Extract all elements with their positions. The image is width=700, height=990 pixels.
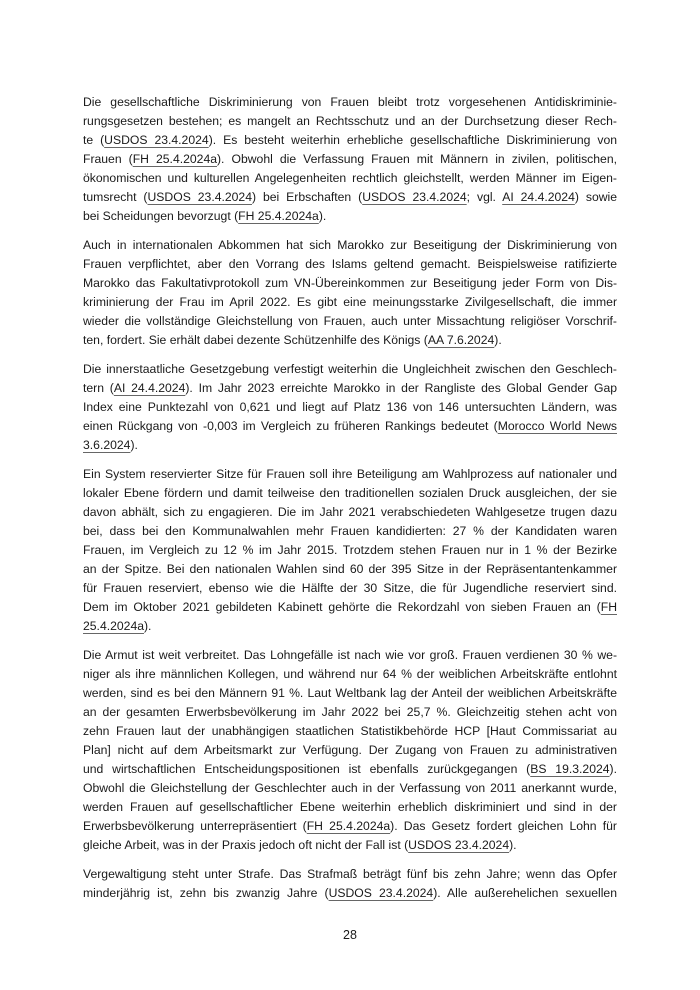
text-line — [83, 465, 617, 484]
text-line — [83, 398, 617, 417]
text-line — [83, 646, 617, 665]
text-line — [83, 836, 617, 855]
text-line — [83, 798, 617, 817]
text-segment: tumsrecht ( — [83, 190, 148, 204]
text-segment: minderjährig ist, zehn bis zwanzig Jahre ( — [83, 886, 329, 900]
text-segment: tern ( — [83, 381, 114, 395]
text-segment: werden, sind es bei den Männern 91 %. Laut Weltbank lag der Anteil der weiblichen Arbeitskräfte — [83, 686, 617, 700]
text-segment: für Frauen reserviert, ebenso wie die Hälfte der 30 Sitze, die für Jugendliche reserviert sind. — [83, 581, 617, 595]
text-segment: und wirtschaftlichen Entscheidungspositionen ist ebenfalls zurückgegangen ( — [83, 762, 531, 776]
text-segment: Frauen ( — [83, 152, 133, 166]
text-segment: niger als ihre männlichen Kollegen, und während nur 64 % der weiblichen Arbeitskräfte entlohnt — [83, 667, 617, 681]
text-segment: ). — [318, 209, 327, 223]
text-line — [83, 236, 617, 255]
text-line — [83, 760, 617, 779]
paragraph — [83, 93, 617, 226]
text-line — [83, 579, 617, 598]
text-segment: ). — [130, 438, 138, 452]
text-line — [83, 255, 617, 274]
text-segment: Frauen, im Vergleich zu 12 % im Jahr 2015. Trotzdem stehen Frauen nur in 1 % der Bezirke — [83, 543, 617, 557]
text-segment: Obwohl die Gleichstellung der Geschlechter auch in der Verfassung von 2011 anerkannt wurde, — [83, 781, 617, 795]
text-line — [83, 684, 617, 703]
text-segment: Plan] nicht auf dem Arbeitsmarkt zur Verfügung. Der Zugang von Frauen zu administrativen — [83, 743, 617, 757]
text-line — [83, 741, 617, 760]
source-citation-link[interactable]: 3.6.2024 — [83, 438, 131, 452]
source-citation-link[interactable]: 25.4.2024a — [83, 619, 144, 633]
text-line — [83, 150, 617, 169]
source-citation-link[interactable]: USDOS 23.4.2024 — [408, 838, 510, 852]
text-line — [83, 865, 617, 884]
text-line — [83, 598, 617, 617]
text-line — [83, 541, 617, 560]
text-line — [83, 360, 617, 379]
document-body — [83, 93, 617, 913]
source-citation-link[interactable]: AI 24.4.2024 — [502, 190, 575, 204]
text-segment: ). Das Gesetz fordert gleichen Lohn für — [390, 819, 617, 833]
text-segment: werden Frauen auf gesellschaftlicher Ebene weiterhin erheblich diskriminiert und sind in der — [83, 800, 617, 814]
source-citation-link[interactable]: USDOS 23.4.2024 — [362, 190, 467, 204]
text-segment: bei Scheidungen bevorzugt ( — [83, 209, 239, 223]
source-citation-link[interactable]: FH 25.4.2024a — [132, 152, 217, 166]
source-citation-link[interactable]: USDOS 23.4.2024 — [147, 190, 252, 204]
text-segment: Marokko das Fakultativprotokoll zum VN-Übereinkommen zur Beseitigung jeder Form von Dis- — [83, 276, 617, 290]
text-segment: davon abhält, sich zu engagieren. Die im Jahr 2021 verabschiedeten Wahlgesetze trugen dazu — [83, 505, 617, 519]
text-line — [83, 379, 617, 398]
text-segment: ) sowie — [574, 190, 618, 204]
text-segment: ) bei Erbschaften ( — [251, 190, 363, 204]
text-segment: ; vgl. — [466, 190, 503, 204]
text-segment: gleiche Arbeit, was in der Praxis jedoch oft nicht der Fall ist ( — [83, 838, 409, 852]
text-line — [83, 436, 617, 455]
source-citation-link[interactable]: USDOS 23.4.2024 — [104, 133, 209, 147]
text-segment: Auch in internationalen Abkommen hat sich Marokko zur Beseitigung der Diskriminierung von — [83, 238, 617, 252]
text-segment: ten, fordert. Sie erhält dabei dezente Schützenhilfe des Königs ( — [83, 333, 428, 347]
text-segment: Die innerstaatliche Gesetzgebung verfestigt weiterhin die Ungleichheit zwischen den Geschlech- — [83, 362, 617, 376]
text-segment: an der Spitze. Bei den nationalen Wahlen sind 60 der 395 Sitze in der Repräsentantenkammer — [83, 562, 617, 576]
text-segment: ). — [494, 333, 502, 347]
text-line — [83, 665, 617, 684]
source-citation-link[interactable]: AI 24.4.2024 — [113, 381, 186, 395]
text-segment: an der gesamten Erwerbsbevölkerung im Jahr 2022 bei 25,7 %. Gleichzeitig stehen acht von — [83, 705, 617, 719]
text-line — [83, 169, 617, 188]
source-citation-link[interactable]: FH 25.4.2024a — [238, 209, 319, 223]
paragraph — [83, 865, 617, 903]
text-segment: bei, dass bei den Kommunalwahlen mehr Frauen kandidierten: 27 % der Kandidaten waren — [83, 524, 617, 538]
text-line — [83, 817, 617, 836]
text-segment: zehn Frauen laut der unabhängigen staatlichen Statistikbehörde HCP [Haut Commissariat au — [83, 724, 617, 738]
text-line — [83, 417, 617, 436]
text-line — [83, 331, 617, 350]
source-citation-link[interactable]: BS 19.3.2024 — [530, 762, 610, 776]
text-segment: Ein System reservierter Sitze für Frauen soll ihre Beteiligung am Wahlprozess auf nationaler und — [83, 467, 617, 481]
text-line — [83, 274, 617, 293]
text-line — [83, 93, 617, 112]
text-line — [83, 522, 617, 541]
text-segment: ). Es besteht weiterhin erhebliche gesellschaftliche Diskriminierung von — [208, 133, 618, 147]
source-citation-link[interactable]: Morocco World News — [497, 419, 617, 433]
text-segment: kriminierung der Frau im April 2022. Es gibt eine meinungsstarke Zivilgesellschaft, die immer — [83, 295, 617, 309]
text-line — [83, 884, 617, 903]
text-segment: Vergewaltigung steht unter Strafe. Das Strafmaß beträgt fünf bis zehn Jahre; wenn das Opfer — [83, 867, 617, 881]
text-segment: Index eine Punktezahl von 0,621 und liegt auf Platz 136 von 146 untersuchten Ländern, was — [83, 400, 617, 414]
text-segment: Die gesellschaftliche Diskriminierung von Frauen bleibt trotz vorgesehenen Antidiskriminie- — [83, 95, 617, 109]
text-line — [83, 312, 617, 331]
text-segment: Die Armut ist weit verbreitet. Das Lohngefälle ist nach wie vor groß. Frauen verdienen 30 % we- — [83, 648, 617, 662]
text-segment: lokaler Ebene fördern und damit teilweise den traditionellen sozialen Druck ausgleichen, der sie — [83, 486, 617, 500]
text-segment: rungsgesetzen bestehen; es mangelt an Rechtsschutz und an der Durchsetzung dieser Rech- — [83, 114, 617, 128]
source-citation-link[interactable]: FH — [600, 600, 617, 614]
text-line — [83, 112, 617, 131]
text-line — [83, 484, 617, 503]
text-line — [83, 188, 617, 207]
text-line — [83, 503, 617, 522]
text-segment: wieder die vollständige Gleichstellung von Frauen, auch unter Missachtung religiöser Vorschrif- — [83, 314, 617, 328]
text-segment: einen Rückgang von -0,003 im Vergleich zu früheren Rankings bedeutet ( — [83, 419, 498, 433]
text-segment: Frauen verpflichtet, aber den Vorrang des Islams geltend gemacht. Beispielsweise ratifizierte — [83, 257, 617, 271]
text-segment: ökonomischen und kulturellen Angelegenheiten rechtlich gleichstellt, werden Männer im Eigen- — [83, 171, 617, 185]
text-segment: Dem im Oktober 2021 gebildeten Kabinett gehörte die Rekordzahl von sieben Frauen an ( — [83, 600, 601, 614]
paragraph — [83, 465, 617, 636]
text-segment: te ( — [83, 133, 105, 147]
text-line — [83, 617, 617, 636]
source-citation-link[interactable]: AA 7.6.2024 — [427, 333, 495, 347]
text-line — [83, 703, 617, 722]
text-line — [83, 779, 617, 798]
source-citation-link[interactable]: FH 25.4.2024a — [306, 819, 391, 833]
page-number: 28 — [343, 928, 357, 942]
text-line — [83, 722, 617, 741]
text-segment: ). Obwohl die Verfassung Frauen mit Männern in zivilen, politischen, — [217, 152, 617, 166]
text-segment: Erwerbsbevölkerung unterrepräsentiert ( — [83, 819, 307, 833]
text-line — [83, 560, 617, 579]
paragraph — [83, 360, 617, 455]
text-line — [83, 293, 617, 312]
text-segment: ). — [509, 838, 517, 852]
text-segment: ). Im Jahr 2023 erreichte Marokko in der Rangliste des Global Gender Gap — [185, 381, 618, 395]
source-citation-link[interactable]: USDOS 23.4.2024 — [328, 886, 434, 900]
text-segment: ). Alle außerehelichen sexuellen — [433, 886, 617, 900]
text-segment: ). — [609, 762, 617, 776]
paragraph — [83, 236, 617, 350]
text-segment: ). — [144, 619, 152, 633]
text-line — [83, 131, 617, 150]
paragraph — [83, 646, 617, 855]
text-line — [83, 207, 617, 226]
